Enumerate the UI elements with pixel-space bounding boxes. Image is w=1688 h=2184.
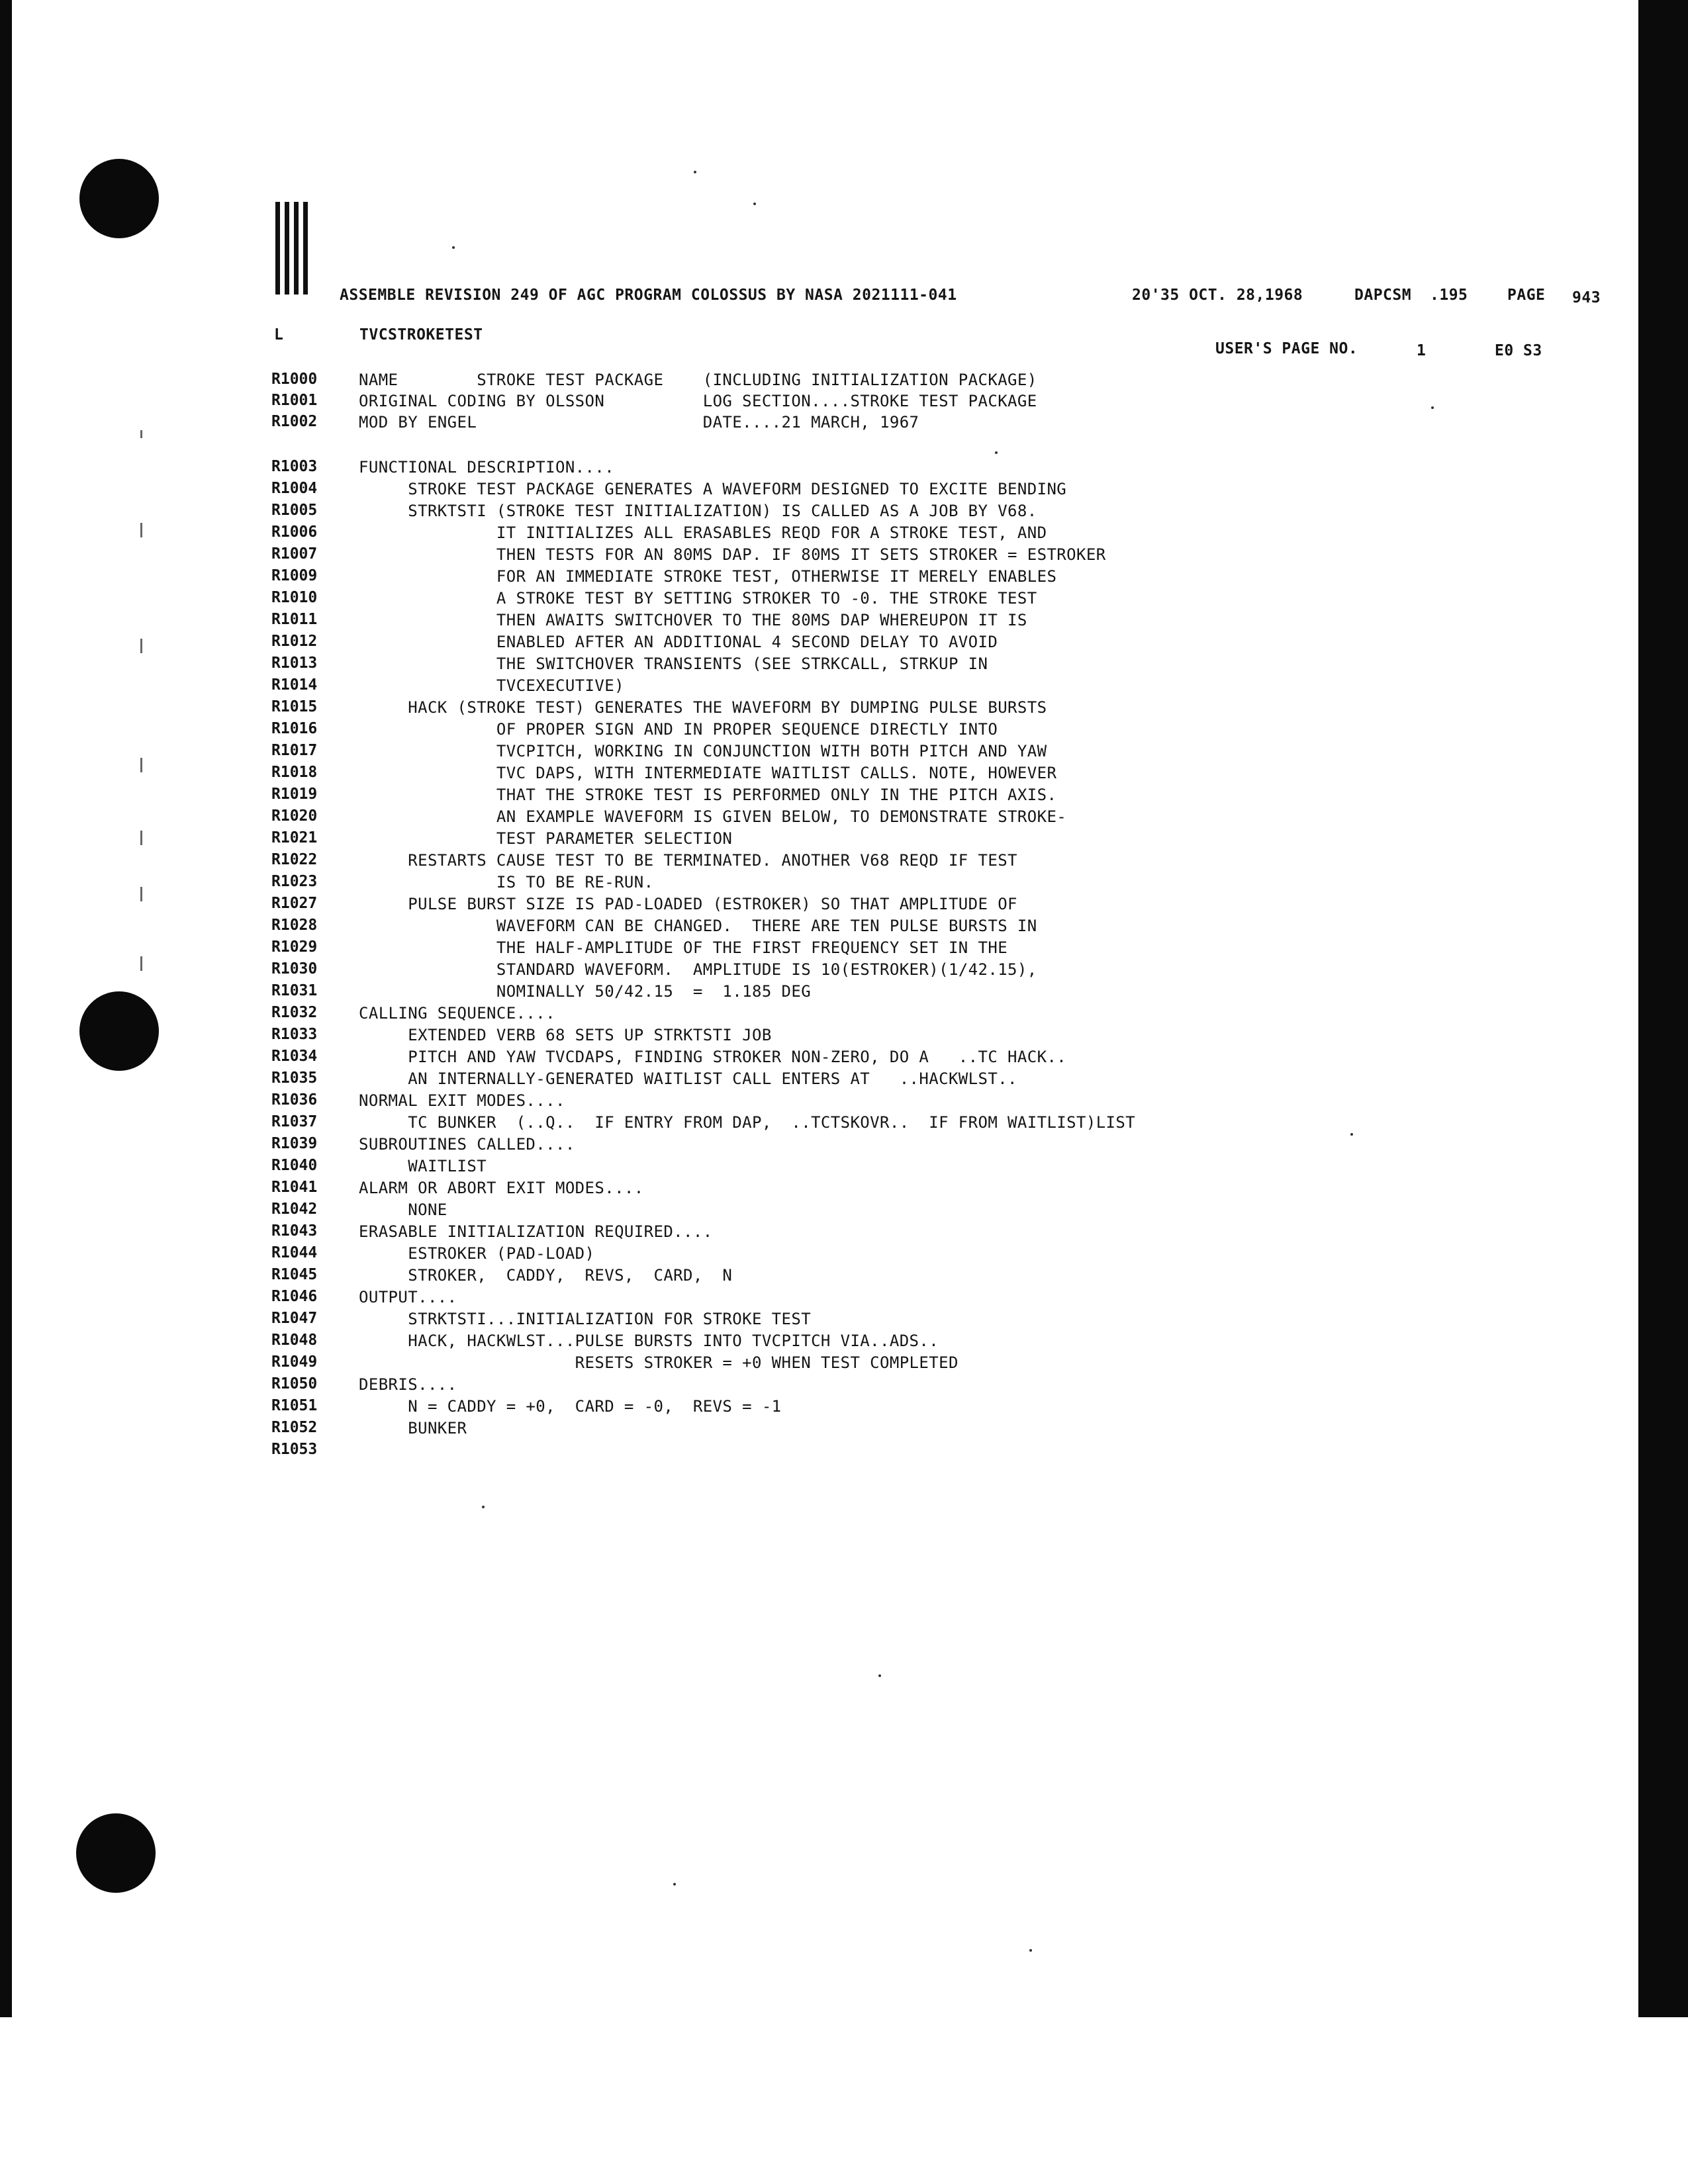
line-number: R1033: [271, 1026, 318, 1043]
listing-line: [0, 392, 1589, 414]
listing-line: [0, 851, 1589, 873]
line-text: DEBRIS....: [359, 1375, 457, 1394]
line-text: AN EXAMPLE WAVEFORM IS GIVEN BELOW, TO DEMONSTRATE STROKE-: [359, 807, 1067, 826]
line-text: A STROKE TEST BY SETTING STROKER TO -0. THE STROKE TEST: [359, 589, 1037, 608]
line-text: THEN TESTS FOR AN 80MS DAP. IF 80MS IT SETS STROKER = ESTROKER: [359, 545, 1106, 564]
listing-line: [0, 764, 1589, 786]
log-marker: L: [274, 326, 284, 343]
line-number: R1019: [271, 786, 318, 803]
listing-line: [0, 589, 1589, 611]
listing-line: [0, 807, 1589, 829]
line-number: R1002: [271, 413, 318, 430]
line-number: R1037: [271, 1113, 318, 1130]
line-text: FUNCTIONAL DESCRIPTION....: [359, 458, 615, 477]
line-number: R1021: [271, 829, 318, 846]
line-number: R1022: [271, 851, 318, 868]
assemble-revision-line: ASSEMBLE REVISION 249 OF AGC PROGRAM COLOSSUS BY NASA 2021111-041: [340, 287, 957, 304]
line-number: R1000: [271, 371, 318, 388]
listing-line: [0, 1201, 1589, 1222]
line-text: PITCH AND YAW TVCDAPS, FINDING STROKER NON-ZERO, DO A ..TC HACK..: [359, 1048, 1067, 1066]
line-number: R1003: [271, 458, 318, 475]
listing-line: [0, 371, 1589, 392]
line-number: R1009: [271, 567, 318, 584]
line-text: STRKTSTI...INITIALIZATION FOR STROKE TEST: [359, 1310, 812, 1328]
listing-line: [0, 567, 1589, 589]
line-text: BUNKER: [359, 1419, 467, 1437]
line-text: OUTPUT....: [359, 1288, 457, 1306]
page-number: 943: [1572, 289, 1601, 306]
line-number: R1044: [271, 1244, 318, 1261]
line-number: R1007: [271, 545, 318, 563]
line-number: R1040: [271, 1157, 318, 1174]
scan-edge-right: [1638, 0, 1688, 2017]
binder-hole-bottom: [76, 1813, 156, 1893]
listing-line: [0, 633, 1589, 655]
line-text: NORMAL EXIT MODES....: [359, 1091, 565, 1110]
assembly-timestamp: 20'35 OCT. 28,1968: [1132, 287, 1303, 304]
listing-line: [0, 1069, 1589, 1091]
section-code: E0 S3: [1495, 342, 1542, 359]
line-text: RESETS STROKER = +0 WHEN TEST COMPLETED: [359, 1353, 959, 1372]
line-text: TVCPITCH, WORKING IN CONJUNCTION WITH BOTH PITCH AND YAW: [359, 742, 1047, 760]
line-number: R1046: [271, 1288, 318, 1305]
program-version: .195: [1430, 287, 1468, 304]
listing-line: [0, 1397, 1589, 1419]
listing-line: [0, 1310, 1589, 1332]
listing-line: [0, 960, 1589, 982]
line-text: THAT THE STROKE TEST IS PERFORMED ONLY IN THE PITCH AXIS.: [359, 786, 1057, 804]
line-text: NAME STROKE TEST PACKAGE (INCLUDING INITIALIZATION PACKAGE): [359, 371, 1037, 389]
line-text: OF PROPER SIGN AND IN PROPER SEQUENCE DIRECTLY INTO: [359, 720, 998, 739]
line-number: R1018: [271, 764, 318, 781]
listing-line: [0, 786, 1589, 807]
line-text: STANDARD WAVEFORM. AMPLITUDE IS 10(ESTROKER)(1/42.15),: [359, 960, 1037, 979]
listing-line: [0, 742, 1589, 764]
line-text: CALLING SEQUENCE....: [359, 1004, 555, 1023]
line-number: R1032: [271, 1004, 318, 1021]
line-number: R1034: [271, 1048, 318, 1065]
listing-line: [0, 611, 1589, 633]
listing-line: [0, 1004, 1589, 1026]
line-number: R1015: [271, 698, 318, 715]
line-number: R1047: [271, 1310, 318, 1327]
listing-line: [0, 458, 1589, 480]
line-number: R1050: [271, 1375, 318, 1392]
line-text: IT INITIALIZES ALL ERASABLES REQD FOR A STROKE TEST, AND: [359, 523, 1047, 542]
line-number: R1053: [271, 1441, 318, 1458]
listing-line: [0, 1179, 1589, 1201]
line-number: R1029: [271, 938, 318, 956]
listing-line: [0, 480, 1589, 502]
listing-line: [0, 1288, 1589, 1310]
line-text: RESTARTS CAUSE TEST TO BE TERMINATED. ANOTHER V68 REQD IF TEST: [359, 851, 1017, 870]
listing-line: [0, 1332, 1589, 1353]
page-label: PAGE: [1507, 287, 1546, 304]
line-number: R1052: [271, 1419, 318, 1436]
line-number: R1011: [271, 611, 318, 628]
binder-hole-top: [79, 159, 159, 238]
listing-line: [0, 1026, 1589, 1048]
line-text: ORIGINAL CODING BY OLSSON LOG SECTION....STROKE TEST PACKAGE: [359, 392, 1037, 410]
line-number: R1012: [271, 633, 318, 650]
line-text: PULSE BURST SIZE IS PAD-LOADED (ESTROKER) SO THAT AMPLITUDE OF: [359, 895, 1017, 913]
listing-line: [0, 502, 1589, 523]
line-text: ESTROKER (PAD-LOAD): [359, 1244, 595, 1263]
line-text: TVC DAPS, WITH INTERMEDIATE WAITLIST CALLS. NOTE, HOWEVER: [359, 764, 1057, 782]
line-number: R1030: [271, 960, 318, 978]
line-number: R1016: [271, 720, 318, 737]
user-page-number: 1: [1417, 342, 1427, 359]
line-number: R1049: [271, 1353, 318, 1371]
listing-line: [0, 655, 1589, 676]
line-text: ALARM OR ABORT EXIT MODES....: [359, 1179, 644, 1197]
listing-line: [0, 1222, 1589, 1244]
line-number: R1027: [271, 895, 318, 912]
listing-line: [0, 1353, 1589, 1375]
line-number: R1017: [271, 742, 318, 759]
line-text: TC BUNKER (..Q.. IF ENTRY FROM DAP, ..TCTSKOVR.. IF FROM WAITLIST)LIST: [359, 1113, 1136, 1132]
listing-line: [0, 982, 1589, 1004]
line-text: AN INTERNALLY-GENERATED WAITLIST CALL ENTERS AT ..HACKWLST..: [359, 1069, 1017, 1088]
line-number: R1039: [271, 1135, 318, 1152]
listing-line: [0, 1091, 1589, 1113]
line-number: R1036: [271, 1091, 318, 1109]
line-number: R1006: [271, 523, 318, 541]
line-number: R1005: [271, 502, 318, 519]
listing-line: [0, 545, 1589, 567]
listing-line: [0, 1266, 1589, 1288]
line-number: R1013: [271, 655, 318, 672]
line-number: R1041: [271, 1179, 318, 1196]
listing-line: [0, 1135, 1589, 1157]
line-text: EXTENDED VERB 68 SETS UP STRKTSTI JOB: [359, 1026, 772, 1044]
line-text: HACK (STROKE TEST) GENERATES THE WAVEFORM BY DUMPING PULSE BURSTS: [359, 698, 1047, 717]
listing-line: [0, 1419, 1589, 1441]
line-number: R1014: [271, 676, 318, 694]
line-text: TVCEXECUTIVE): [359, 676, 624, 695]
line-number: R1035: [271, 1069, 318, 1087]
line-number: R1031: [271, 982, 318, 999]
line-text: ERASABLE INITIALIZATION REQUIRED....: [359, 1222, 713, 1241]
line-text: MOD BY ENGEL DATE....21 MARCH, 1967: [359, 413, 919, 432]
line-text: STROKER, CADDY, REVS, CARD, N: [359, 1266, 733, 1285]
line-number: R1042: [271, 1201, 318, 1218]
line-number: R1048: [271, 1332, 318, 1349]
listing-line: [0, 917, 1589, 938]
line-text: TEST PARAMETER SELECTION: [359, 829, 733, 848]
line-text: SUBROUTINES CALLED....: [359, 1135, 575, 1154]
line-number: R1045: [271, 1266, 318, 1283]
listing-line: [0, 1244, 1589, 1266]
log-section-name: TVCSTROKETEST: [359, 326, 483, 343]
line-number: R1010: [271, 589, 318, 606]
line-text: THE HALF-AMPLITUDE OF THE FIRST FREQUENCY SET IN THE: [359, 938, 1008, 957]
line-text: FOR AN IMMEDIATE STROKE TEST, OTHERWISE IT MERELY ENABLES: [359, 567, 1057, 586]
listing-line: [0, 829, 1589, 851]
listing-line: [0, 895, 1589, 917]
line-number: R1051: [271, 1397, 318, 1414]
line-text: N = CADDY = +0, CARD = -0, REVS = -1: [359, 1397, 782, 1416]
listing-line: [0, 1157, 1589, 1179]
listing-line: [0, 1441, 1589, 1463]
program-name: DAPCSM: [1354, 287, 1412, 304]
registration-mark: [274, 202, 319, 301]
line-text: WAVEFORM CAN BE CHANGED. THERE ARE TEN PULSE BURSTS IN: [359, 917, 1037, 935]
listing-line: [0, 676, 1589, 698]
line-number: R1043: [271, 1222, 318, 1240]
listing-line: [0, 413, 1589, 435]
line-text: NOMINALLY 50/42.15 = 1.185 DEG: [359, 982, 812, 1001]
line-text: THEN AWAITS SWITCHOVER TO THE 80MS DAP WHEREUPON IT IS: [359, 611, 1027, 629]
listing-line: [0, 1048, 1589, 1069]
line-number: R1001: [271, 392, 318, 409]
listing-line: [0, 698, 1589, 720]
listing-line: [0, 873, 1589, 895]
line-number: R1028: [271, 917, 318, 934]
line-text: ENABLED AFTER AN ADDITIONAL 4 SECOND DELAY TO AVOID: [359, 633, 998, 651]
listing-line: [0, 523, 1589, 545]
line-text: THE SWITCHOVER TRANSIENTS (SEE STRKCALL, STRKUP IN: [359, 655, 988, 673]
listing-line: [0, 1113, 1589, 1135]
user-page-label: USER'S PAGE NO.: [1215, 340, 1358, 357]
line-number: R1020: [271, 807, 318, 825]
line-text: STROKE TEST PACKAGE GENERATES A WAVEFORM DESIGNED TO EXCITE BENDING: [359, 480, 1067, 498]
listing-line: [0, 938, 1589, 960]
line-number: R1004: [271, 480, 318, 497]
listing-line: [0, 720, 1589, 742]
line-text: STRKTSTI (STROKE TEST INITIALIZATION) IS CALLED AS A JOB BY V68.: [359, 502, 1037, 520]
line-text: IS TO BE RE-RUN.: [359, 873, 654, 891]
line-text: WAITLIST: [359, 1157, 487, 1175]
listing-line: [0, 1375, 1589, 1397]
line-text: NONE: [359, 1201, 447, 1219]
line-number: R1023: [271, 873, 318, 890]
line-text: HACK, HACKWLST...PULSE BURSTS INTO TVCPITCH VIA..ADS..: [359, 1332, 939, 1350]
